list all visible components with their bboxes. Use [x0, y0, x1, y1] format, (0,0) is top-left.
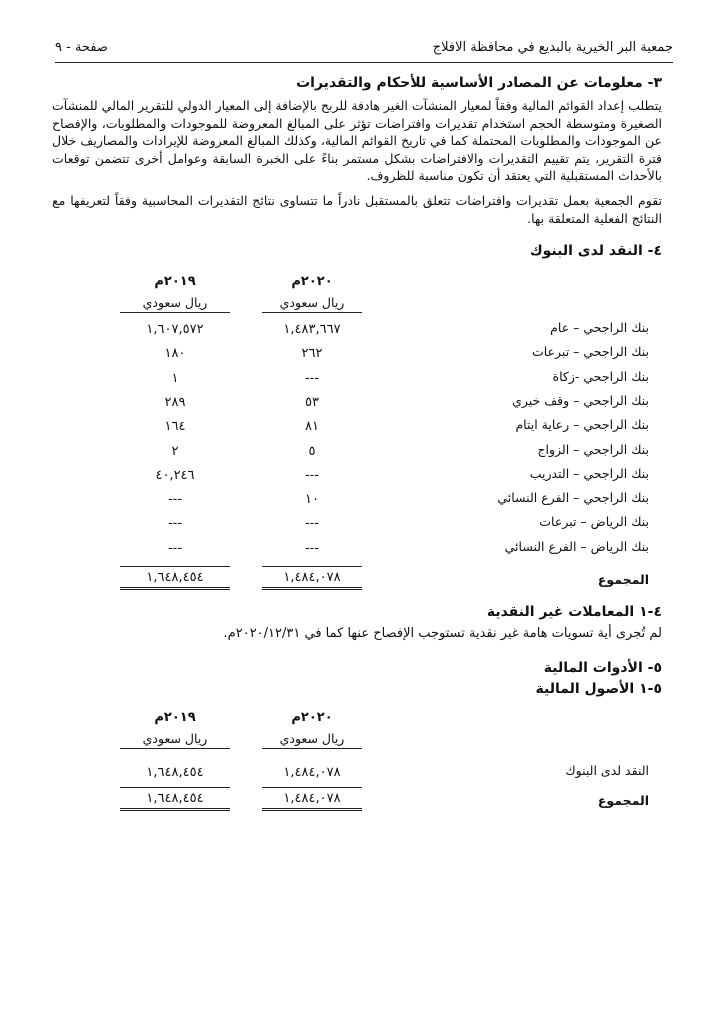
bank-account-label: بنك الراجحي – عام	[550, 320, 649, 335]
total-label: المجموع	[597, 572, 649, 587]
page-number: صفحة - ٩	[55, 40, 108, 55]
bank-balance-2020: ٢٦٢	[301, 346, 323, 362]
cash-at-banks-label: النقد لدى البنوك	[565, 763, 649, 778]
total-2020: ١,٤٨٤,٠٧٨	[262, 566, 362, 590]
bank-account-label: بنك الراجحي – وقف خيري	[512, 392, 649, 408]
financial-assets-total-label: المجموع	[597, 793, 649, 808]
bank-balance-2019: ---	[167, 540, 183, 556]
organization-name: جمعية البر الخيرية بالبديع في محافظة الافلاج	[432, 40, 673, 55]
bank-balance-2020: ٨١	[305, 419, 319, 435]
bank-balance-2020: ١,٤٨٣,٦٦٧	[283, 322, 341, 337]
bank-balance-2019: ١,٦٠٧,٥٧٢	[146, 322, 204, 337]
section-3-paragraph-1: يتطلب إعداد القوائم المالية وفقاً لمعيار المنشآت الغير هادفة للربح بالإضافة إلى المعيار الدولي للتقرير المالي للمنشآت الصغيرة ومتوسطة الحجم استخدام تقديرات وافتراضات تؤثر على المبالغ المعروضة للموجودات والمطلوبات، والإفصاح عن الموجودات والمطلوبات المحتملة كما في تاريخ القوائم المالية، وكذلك المبالغ المعروضة للإيرادات والمصاريف خلال فترة التقرير، يتم تقييم التقديرات والافتراضات بشكل مستمر بناءً على الخبرة السابقة وعوامل أخرى تتضمن توقعات بالأحداث المستقبلية التي يعتقد أن تكون مناسبة للظروف.	[52, 98, 662, 183]
bank-balance-2020: ٥	[308, 443, 316, 459]
year-2020: ٢٠٢٠م	[291, 274, 333, 289]
cash-at-banks-2019: ١,٦٤٨,٤٥٤	[146, 765, 204, 780]
currency-unit: ريال سعودي	[120, 295, 230, 313]
year-2019: ٢٠١٩م	[154, 710, 196, 725]
section-3-title: ٣- معلومات عن المصادر الأساسية للأحكام والتقديرات	[296, 75, 662, 91]
bank-account-label: بنك الراجحي – رعاية ايتام	[515, 417, 649, 433]
page-header	[55, 38, 673, 63]
bank-account-label: بنك الرياض – الفرع النسائي	[504, 538, 649, 554]
section-4-1-text: لم تُجرى أية تسويات هامة غير نقدية تستوجب الإفصاح عنها كما في ٢٠٢٠/١٢/٣١م.	[223, 626, 662, 641]
bank-account-label: بنك الرياض – تبرعات	[539, 514, 649, 530]
bank-balance-2019: ---	[167, 492, 183, 508]
bank-balance-2020: ---	[304, 516, 320, 532]
bank-balance-2019: ٢٨٩	[164, 394, 186, 410]
bank-account-label: بنك الراجحي – الفرع النسائي	[497, 490, 649, 506]
column-2019-header	[120, 710, 230, 749]
bank-account-label: بنك الراجحي -زكاة	[552, 368, 649, 384]
section-5-title: ٥- الأدوات المالية	[543, 660, 662, 676]
bank-balance-2019: ١٨٠	[164, 346, 186, 362]
bank-balance-2019: ---	[167, 516, 183, 532]
bank-account-label: بنك الراجحي – التدريب	[529, 465, 649, 481]
bank-balance-2019: ٢	[171, 443, 179, 459]
financial-assets-total-2020: ١,٤٨٤,٠٧٨	[262, 787, 362, 811]
column-2020-header	[262, 274, 362, 313]
year-2020: ٢٠٢٠م	[291, 710, 333, 725]
bank-account-label: بنك الراجحي – تبرعات	[531, 344, 649, 360]
section-3-paragraph-2: تقوم الجمعية بعمل تقديرات وافتراضات تتعلق بالمستقبل نادراً ما تتساوى نتائج التقديرات المحاسبية وفقاً لتعريفها مع النتائج الفعلية المتعلقة بها.	[52, 193, 662, 226]
currency-unit: ريال سعودي	[120, 731, 230, 749]
bank-balance-2020: ١٠	[305, 492, 319, 508]
bank-balance-2020: ---	[304, 540, 320, 556]
section-5-1-title: ٥-١ الأصول المالية	[535, 681, 662, 697]
section-4-1-title: ٤-١ المعاملات غير النقدية	[486, 604, 662, 620]
currency-unit: ريال سعودي	[262, 295, 362, 313]
year-2019: ٢٠١٩م	[154, 274, 196, 289]
column-2020-header	[262, 710, 362, 749]
bank-balance-2020: ---	[304, 370, 320, 386]
currency-unit: ريال سعودي	[262, 731, 362, 749]
section-4-title: ٤- النقد لدى البنوك	[529, 243, 662, 259]
financial-assets-total-2019: ١,٦٤٨,٤٥٤	[120, 787, 230, 811]
column-2019-header	[120, 274, 230, 313]
total-2019: ١,٦٤٨,٤٥٤	[120, 566, 230, 590]
bank-balance-2019: ١٦٤	[164, 419, 186, 435]
cash-at-banks-2020: ١,٤٨٤,٠٧٨	[283, 765, 341, 780]
bank-balance-2019: ١	[171, 370, 179, 386]
bank-balance-2020: ---	[304, 467, 320, 483]
bank-account-label: بنك الراجحي – الزواج	[537, 441, 649, 457]
bank-balance-2020: ٥٣	[305, 394, 319, 410]
bank-balance-2019: ٤٠,٢٤٦	[155, 467, 195, 483]
